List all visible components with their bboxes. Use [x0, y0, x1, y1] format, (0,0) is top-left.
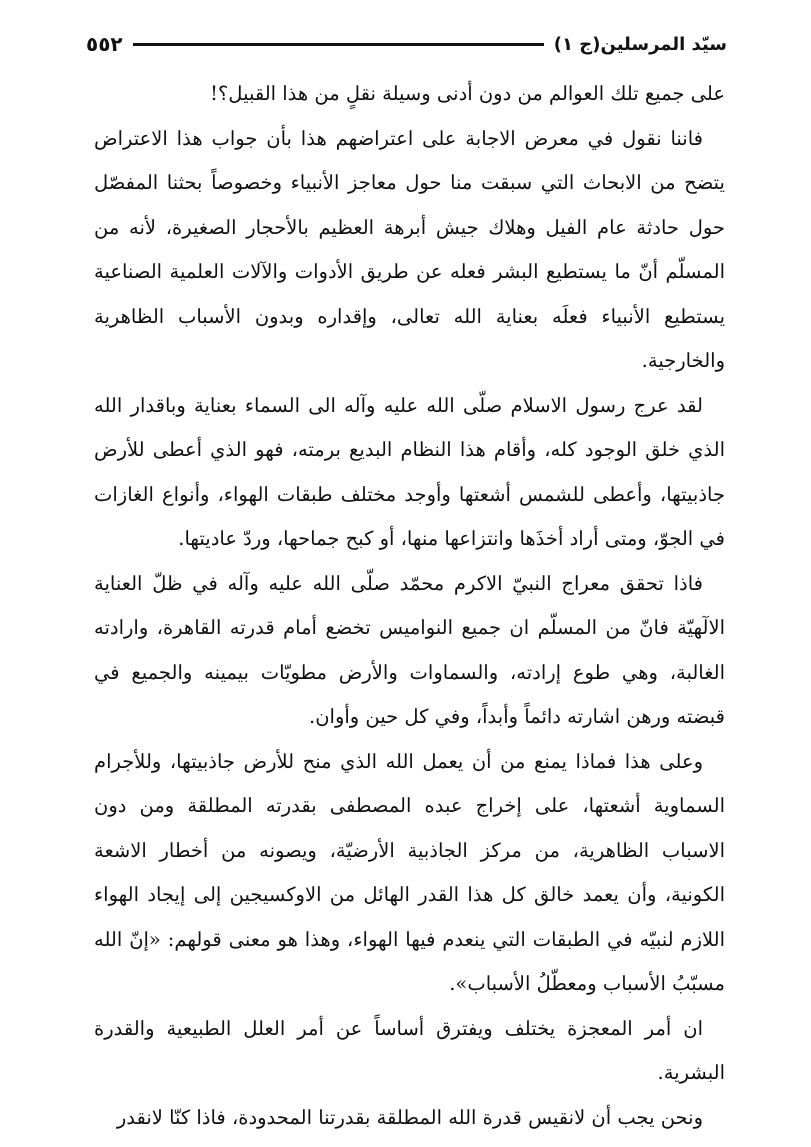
page-header — [86, 26, 727, 62]
paragraph: لقد عرج رسول الاسلام صلّى الله عليه وآله الى السماء بعناية وباقدار الله الذي خلق الوجود كله، وأقام هذا النظام البديع برمته، فهو الذي أعطى للأرض جاذبيتها، وأعطى للشمس أشعتها وأوجد مختلف طبقات الهواء، وأنواع الغازات في الجوّ، ومتى أراد أخذَها وانتزاعها منها، أو كبح جماحها، وردّ عاديتها. — [94, 393, 725, 550]
header-rule — [133, 43, 544, 46]
paragraph: فاننا نقول في معرض الاجابة على اعتراضهم هذا بأن جواب هذا الاعتراض يتضح من الابحاث التي سبقت منا حول معاجز الأنبياء وخصوصاً بحثنا المفصّل حول حادثة عام الفيل وهلاك جيش أبرهة العظيم بالأحجار الصغيرة، لأنه من المسلّم أنّ ما يستطيع البشر فعله عن طريق الأدوات والآلات العلمية الصناعية يستطيع الأنبياء فعلَه بعناية الله تعالى، وإقداره وبدون الأسباب الظاهرية والخارجية. — [94, 126, 725, 372]
page-number: ٥٥٢ — [86, 32, 123, 56]
paragraph: وعلى هذا فماذا يمنع من أن يعمل الله الذي منح للأرض جاذبيتها، وللأجرام السماوية أشعتها، على إخراج عبده المصطفى بقدرته المطلقة ومن دون الاسباب الظاهرية، من مركز الجاذبية الأرضيّة، ويصونه من أخطار الاشعة الكونية، وأن يعمد خالق كل هذا القدر الهائل من الاوكسيجين إلى إيجاد الهواء اللازم لنبيّه في الطبقات التي ينعدم فيها الهواء، وهذا هو معنى قولهم: «إنّ الله مسبّبُ الأسباب ومعطّلُ الأسباب». — [94, 749, 725, 995]
paragraph: فاذا تحقق معراج النبيّ الاكرم محمّد صلّى الله عليه وآله في ظلّ العناية الالٓهيّة فانّ من المسلّم ان جميع النواميس تخضع أمام قدرته القاهرة، وارادته الغالبة، وهي طوع إرادته، والسماوات والأرض مطويّات بيمينه والجميع في قبضته ورهن اشارته دائماً وأبداً، وفي كل حين وأوان. — [94, 571, 725, 728]
paragraph: ونحن يجب أن لانقيس قدرة الله المطلقة بقدرتنا المحدودة، فاذا كنّا لانقدر — [116, 1105, 703, 1129]
paragraph: ان أمر المعجزة يختلف ويفترق أساساً عن أمر العلل الطبيعية والقدرة البشرية. — [94, 1016, 725, 1084]
paragraph-continuation: على جميع تلك العوالم من دون أدنى وسيلة نقلٍ من هذا القبيل؟! — [210, 82, 725, 105]
running-title: سيّد المرسلين(ج ١) — [553, 33, 727, 55]
body-text — [94, 72, 725, 1140]
